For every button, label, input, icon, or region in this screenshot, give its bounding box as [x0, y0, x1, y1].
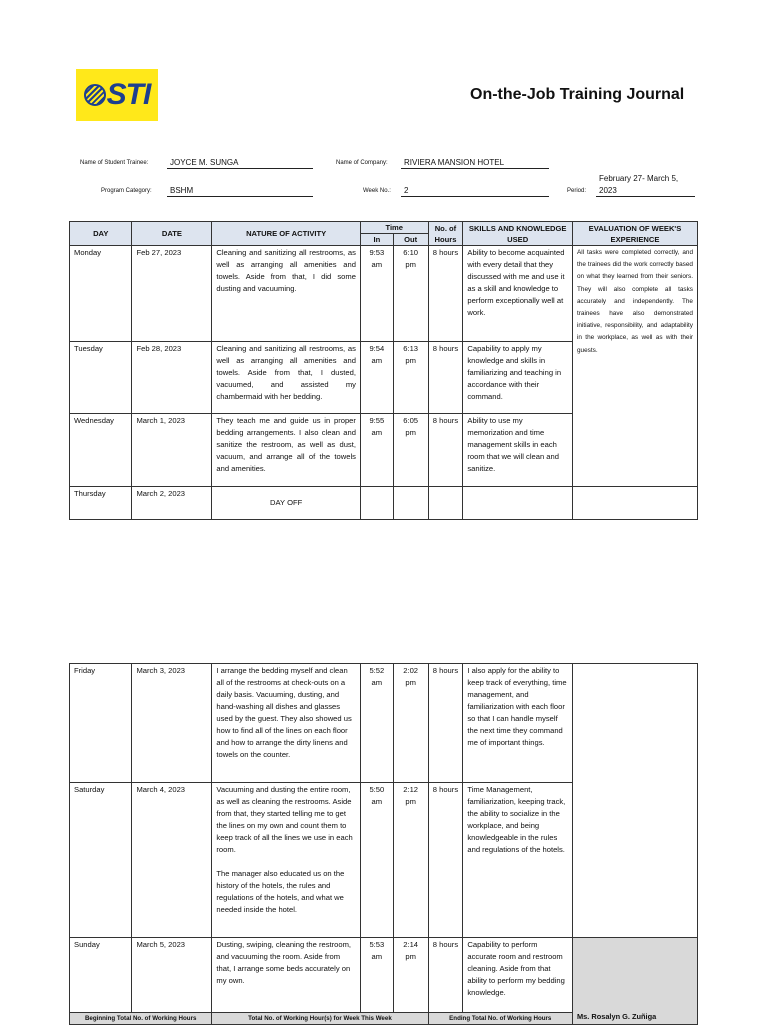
supervisor-signature: Ms. Rosalyn G. Zuñiga [572, 938, 697, 1025]
period-label: Period: [567, 188, 587, 194]
journal-table-continued [69, 663, 698, 1025]
row-day: Thursday [70, 487, 132, 520]
company-value: RIVIERA MANSION HOTEL [401, 157, 549, 169]
row-out: 6:13 pm [393, 342, 428, 414]
row-activity: They teach me and guide us in proper bedding arrangements. I also clean and sanitize the restroom, as well as dust, vacuum, and arrange all of the towels and amenities. [212, 414, 361, 487]
week-value: 2 [401, 185, 549, 197]
header-date: DATE [132, 222, 212, 246]
sti-logo [76, 69, 158, 121]
page-title: On-the-Job Training Journal [470, 86, 685, 103]
table-row [70, 487, 698, 520]
header-hours: No. of Hours [428, 222, 463, 246]
row-skills: Ability to become acquainted with every detail that they discussed with me and use it as a skill and knowledge to perform exceptionally well at work. [463, 246, 573, 342]
row-skills: I also apply for the ability to keep track of everything, time management, and familiarization with each floor so that I can handle myself the next time they command me of important things. [463, 664, 573, 783]
row-date: Feb 28, 2023 [132, 342, 212, 414]
journal-table [69, 221, 698, 520]
program-value: BSHM [167, 185, 313, 197]
row-skills: Capability to apply my knowledge and skills in familiarizing and teaching in accordance with their command. [463, 342, 573, 414]
student-value: JOYCE M. SUNGA [167, 157, 313, 169]
table-row [70, 938, 698, 1013]
row-day: Monday [70, 246, 132, 342]
row-hours: 8 hours [428, 938, 463, 1013]
header-skills: SKILLS AND KNOWLEDGE USED [463, 222, 573, 246]
row-in: 9:53 am [360, 246, 393, 342]
row-hours: 8 hours [428, 414, 463, 487]
row-activity-part2: The manager also educated us on the history of the hotels, the rules and regulations of the hotels, and what we needed inside the hotel. [216, 869, 345, 914]
evaluation-text: All tasks were completed correctly, and the trainees did the work correctly based on what they learned from their seniors. They will also complete all tasks accurately and independently. The trainees have also demonstrated initiative, responsibility, and adaptability in the workplace, as well as with their guests. [572, 246, 697, 487]
header-day: DAY [70, 222, 132, 246]
row-out: 2:14 pm [393, 938, 428, 1013]
row-date: March 4, 2023 [132, 783, 212, 938]
header-in: In [360, 234, 393, 246]
row-date: Feb 27, 2023 [132, 246, 212, 342]
row-day: Tuesday [70, 342, 132, 414]
globe-icon [84, 84, 106, 106]
row-activity: DAY OFF [212, 487, 361, 520]
program-label: Program Category: [101, 188, 152, 194]
row-activity: Cleaning and sanitizing all restrooms, as well as arranging all amenities and towels. Aside from that, I dusted, vacuumed, and assisted my chambermaid with her bedding. [212, 342, 361, 414]
row-day: Friday [70, 664, 132, 783]
row-in [360, 487, 393, 520]
row-hours: 8 hours [428, 246, 463, 342]
table-row [70, 246, 698, 342]
footer-ending: Ending Total No. of Working Hours [428, 1013, 572, 1025]
row-skills: Capability to perform accurate room and restroom cleaning. Aside from that ability to perform my bedding knowledge. [463, 938, 573, 1013]
row-hours [428, 487, 463, 520]
row-date: March 1, 2023 [132, 414, 212, 487]
row-out: 6:10 pm [393, 246, 428, 342]
student-label: Name of Student Trainee: [80, 160, 149, 166]
period-line1: February 27- March 5, [599, 174, 679, 183]
row-in: 9:55 am [360, 414, 393, 487]
row-day: Wednesday [70, 414, 132, 487]
row-day: Saturday [70, 783, 132, 938]
row-in: 5:52 am [360, 664, 393, 783]
row-hours: 8 hours [428, 342, 463, 414]
header-out: Out [393, 234, 428, 246]
row-activity: Cleaning and sanitizing all restrooms, as well as arranging all amenities and towels. Aside from that, I did some dusting and vacuuming. [212, 246, 361, 342]
row-day: Sunday [70, 938, 132, 1013]
row-activity [212, 783, 361, 938]
footer-beginning: Beginning Total No. of Working Hours [70, 1013, 212, 1025]
row-in: 5:50 am [360, 783, 393, 938]
row-hours: 8 hours [428, 783, 463, 938]
row-skills: Ability to use my memorization and time management skills in each room that we will clean and sanitize. [463, 414, 573, 487]
period-value: 2023 [596, 185, 695, 197]
header-time: Time [360, 222, 428, 234]
row-out: 6:05 pm [393, 414, 428, 487]
row-activity-part1: Vacuuming and dusting the entire room, as well as cleaning the restrooms. Aside from that, they started telling me to get the lines on my own and count them to keep track of all the lines we use in each room. [216, 785, 353, 854]
row-skills: Time Management, familiarization, keeping track, the ability to socialize in the workplace, and being knowledgeable in the rules and regulations of the hotels. [463, 783, 573, 938]
row-date: March 3, 2023 [132, 664, 212, 783]
evaluation-empty [572, 487, 697, 520]
row-out: 2:02 pm [393, 664, 428, 783]
header-nature: NATURE OF ACTIVITY [212, 222, 361, 246]
row-out [393, 487, 428, 520]
table-row [70, 664, 698, 783]
week-label: Week No.: [363, 188, 391, 194]
row-date: March 5, 2023 [132, 938, 212, 1013]
row-activity: Dusting, swiping, cleaning the restroom, and vacuuming the room. Aside from that, I arrange some beds accurately on my own. [212, 938, 361, 1013]
row-hours: 8 hours [428, 664, 463, 783]
row-in: 9:54 am [360, 342, 393, 414]
company-label: Name of Company: [336, 160, 388, 166]
row-skills [463, 487, 573, 520]
row-date: March 2, 2023 [132, 487, 212, 520]
logo-text: STI [106, 78, 151, 111]
row-in: 5:53 am [360, 938, 393, 1013]
footer-total-week: Total No. of Working Hour(s) for Week This Week [212, 1013, 428, 1025]
evaluation-empty [572, 664, 697, 938]
row-out: 2:12 pm [393, 783, 428, 938]
row-activity: I arrange the bedding myself and clean all of the restrooms at check-outs on a daily basis. Vacuuming, dusting, and hand-washing all dishes and glasses used by the guest. They also showed us how to find all of the lines on each floor and how to arrange the dirty linens and towels on the counter. [212, 664, 361, 783]
header-evaluation: EVALUATION OF WEEK'S EXPERIENCE [572, 222, 697, 246]
